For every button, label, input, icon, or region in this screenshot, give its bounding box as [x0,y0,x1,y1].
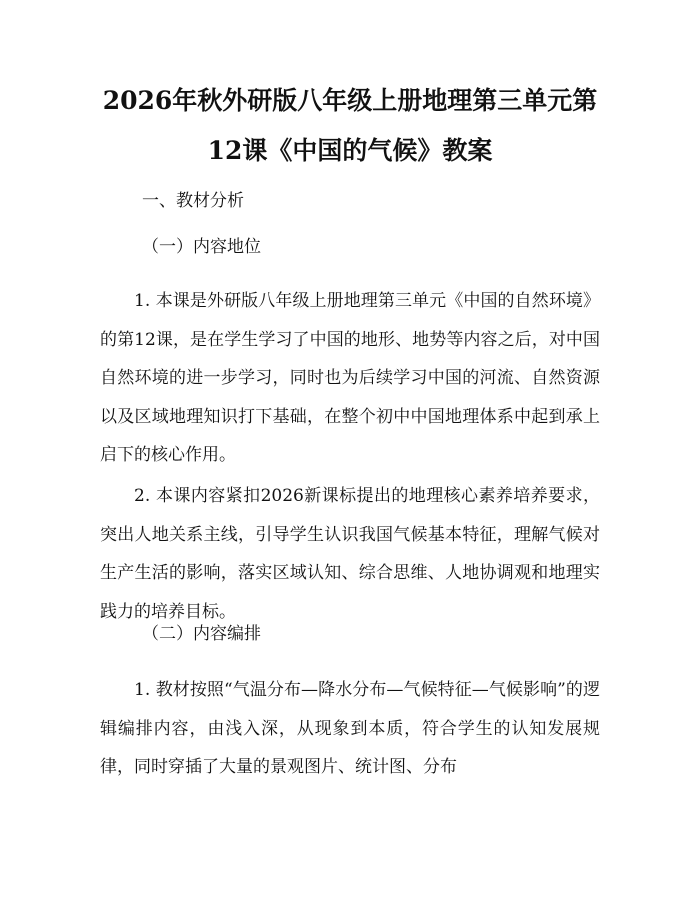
subsection-heading-content-position: （一）内容地位 [142,237,261,257]
paragraph-2: 2. 本课内容紧扣2026新课标提出的地理核心素养培养要求，突出人地关系主线，引导学生认识我国气候基本特征，理解气候对生产生活的影响，落实区域认知、综合思维、人地协调观和地理实践力的培养目标。 [100,486,600,622]
section-heading-textbook-analysis: 一、教材分析 [142,191,244,211]
paragraph-3: 1. 教材按照“气温分布—降水分布—气候特征—气候影响”的逻辑编排内容，由浅入深，从现象到本质，符合学生的认知发展规律，同时穿插了大量的景观图片、统计图、分布 [100,680,600,777]
paragraph-1: 1. 本课是外研版八年级上册地理第三单元《中国的自然环境》的第12课，是在学生学习了中国的地形、地势等内容之后，对中国自然环境的进一步学习，同时也为后续学习中国的河流、自然资源以及区域地理知识打下基础，在整个初中中国地理体系中起到承上启下的核心作用。 [100,291,600,465]
document-title-line-2: 12课《中国的气候》教案 [207,136,493,165]
subsection-heading-content-arrangement: （二）内容编排 [142,624,261,644]
document-title-line-1: 2026年秋外研版八年级上册地理第三单元第 [102,86,598,115]
